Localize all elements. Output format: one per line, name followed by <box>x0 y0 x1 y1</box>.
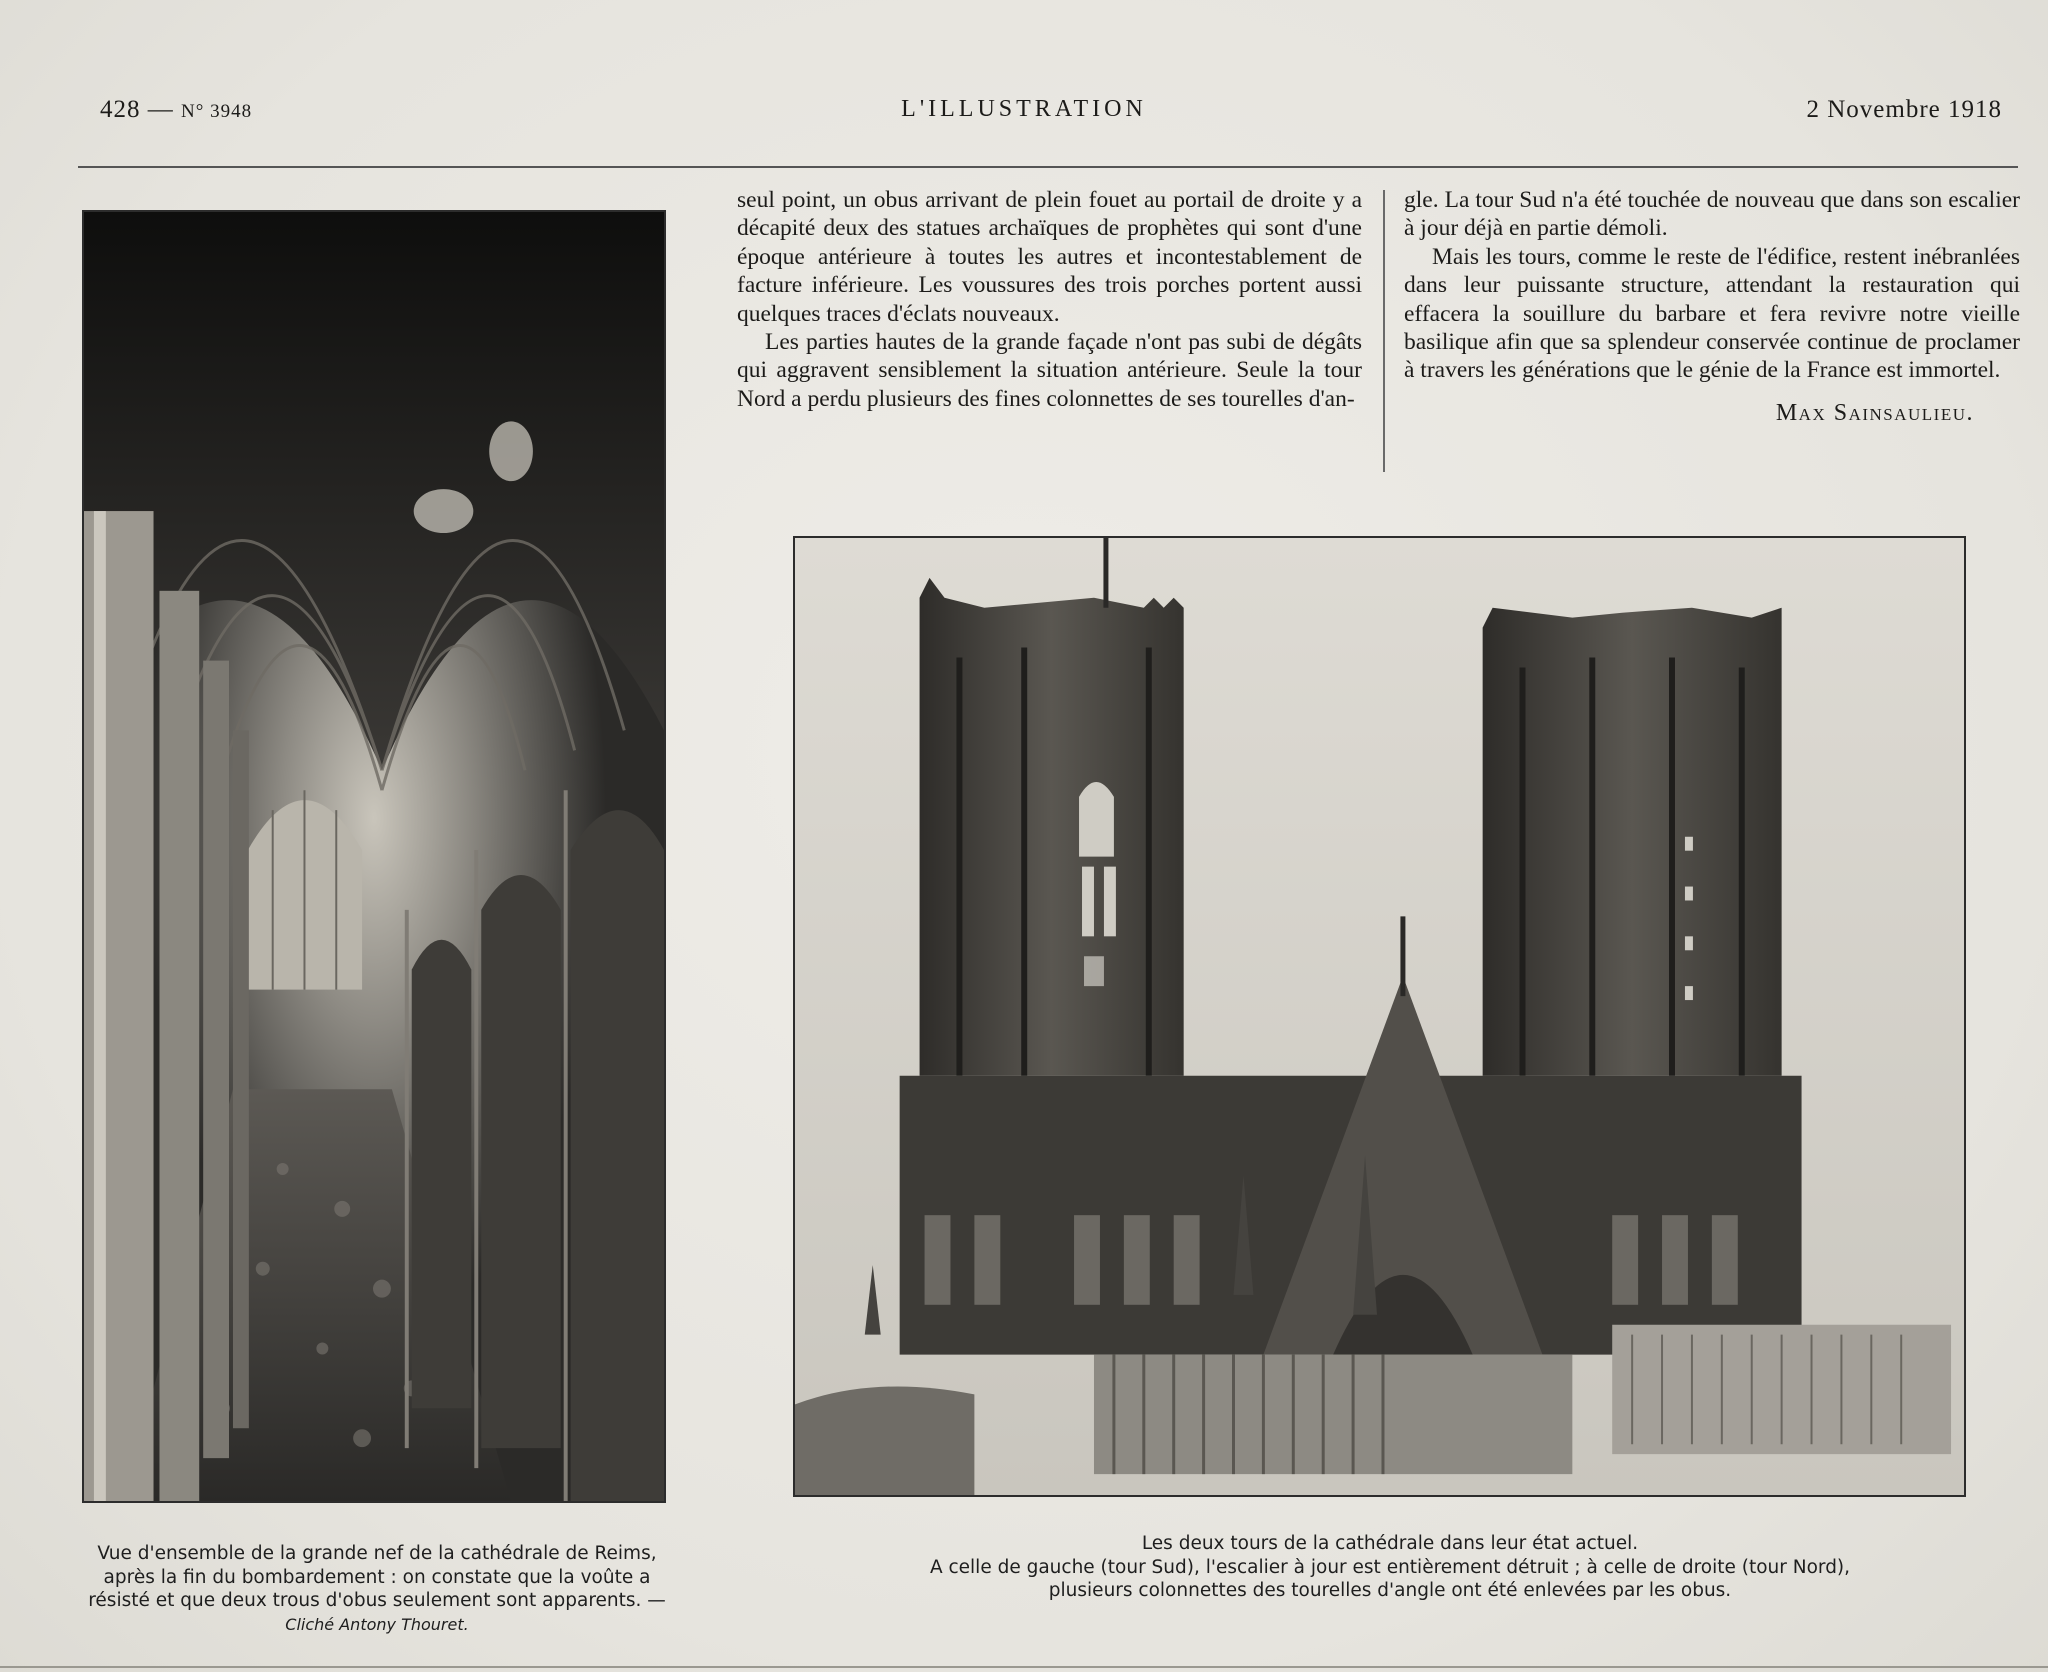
paragraph: seul point, un obus arrivant de plein fouet au portail de droite y a décapité deux des statues archaïques de prophètes qui sont d'une époque antérieure à toutes les autres et incontestablement de facture inférieure. Les voussures des trois porches portent aussi quelques traces d'éclats nouveaux. <box>737 187 1362 327</box>
caption-line-2: A celle de gauche (tour Sud), l'escalier à jour est entièrement détruit ; à celle de droite (tour Nord), <box>929 1556 1851 1578</box>
article-column-1 <box>737 186 1362 413</box>
paragraph: gle. La tour Sud n'a été touchée de nouveau que dans son escalier à jour déjà en partie démoli. <box>1404 187 2020 242</box>
issue-number: N° 3948 <box>181 101 253 122</box>
issue-date: 2 Novembre 1918 <box>1806 96 2002 123</box>
caption-text: Vue d'ensemble de la grande nef de la cathédrale de Reims, après la fin du bombardement : on constate que la voûte a résisté et que deux trous d'obus seulement sont apparents. — <box>88 1543 666 1611</box>
caption-line-3: plusieurs colonnettes des tourelles d'angle ont été enlevées par les obus. <box>1048 1580 1732 1601</box>
towers-illustration <box>795 538 1964 1495</box>
photo-credit: Cliché Antony Thouret. <box>285 1614 469 1634</box>
nave-photo <box>82 210 666 1503</box>
column-rule <box>1383 190 1385 472</box>
towers-photo-caption <box>800 1532 1980 1603</box>
author-signature: Max Sainsaulieu. <box>1775 399 1974 426</box>
magazine-title: L'ILLUSTRATION <box>901 96 1147 122</box>
header-dash: — <box>147 96 174 123</box>
nave-illustration <box>84 212 664 1501</box>
paragraph: Mais les tours, comme le reste de l'édifice, restent inébranlées dans leur puissante structure, attendant la restauration qui effacera la souillure du barbare et fera revivre notre vieille basilique afin que sa splendeur conservée continue de proclamer à travers les générations que le génie de la France est immortel. <box>1404 243 2020 384</box>
towers-photo <box>793 536 1966 1497</box>
bottom-rule <box>0 1666 2048 1668</box>
page-number: 428 <box>100 96 141 123</box>
paragraph: Les parties hautes de la grande façade n'ont pas subi de dégâts qui aggravent sensiblement la situation antérieure. Seule la tour Nord a perdu plusieurs des fines colonnettes de ses tourelles d'an- <box>737 329 1362 412</box>
article-column-2 <box>1404 186 2020 427</box>
caption-line-1: Les deux tours de la cathédrale dans leur état actuel. <box>1141 1533 1639 1554</box>
nave-photo-caption <box>82 1542 672 1636</box>
header-rule <box>78 166 2018 168</box>
